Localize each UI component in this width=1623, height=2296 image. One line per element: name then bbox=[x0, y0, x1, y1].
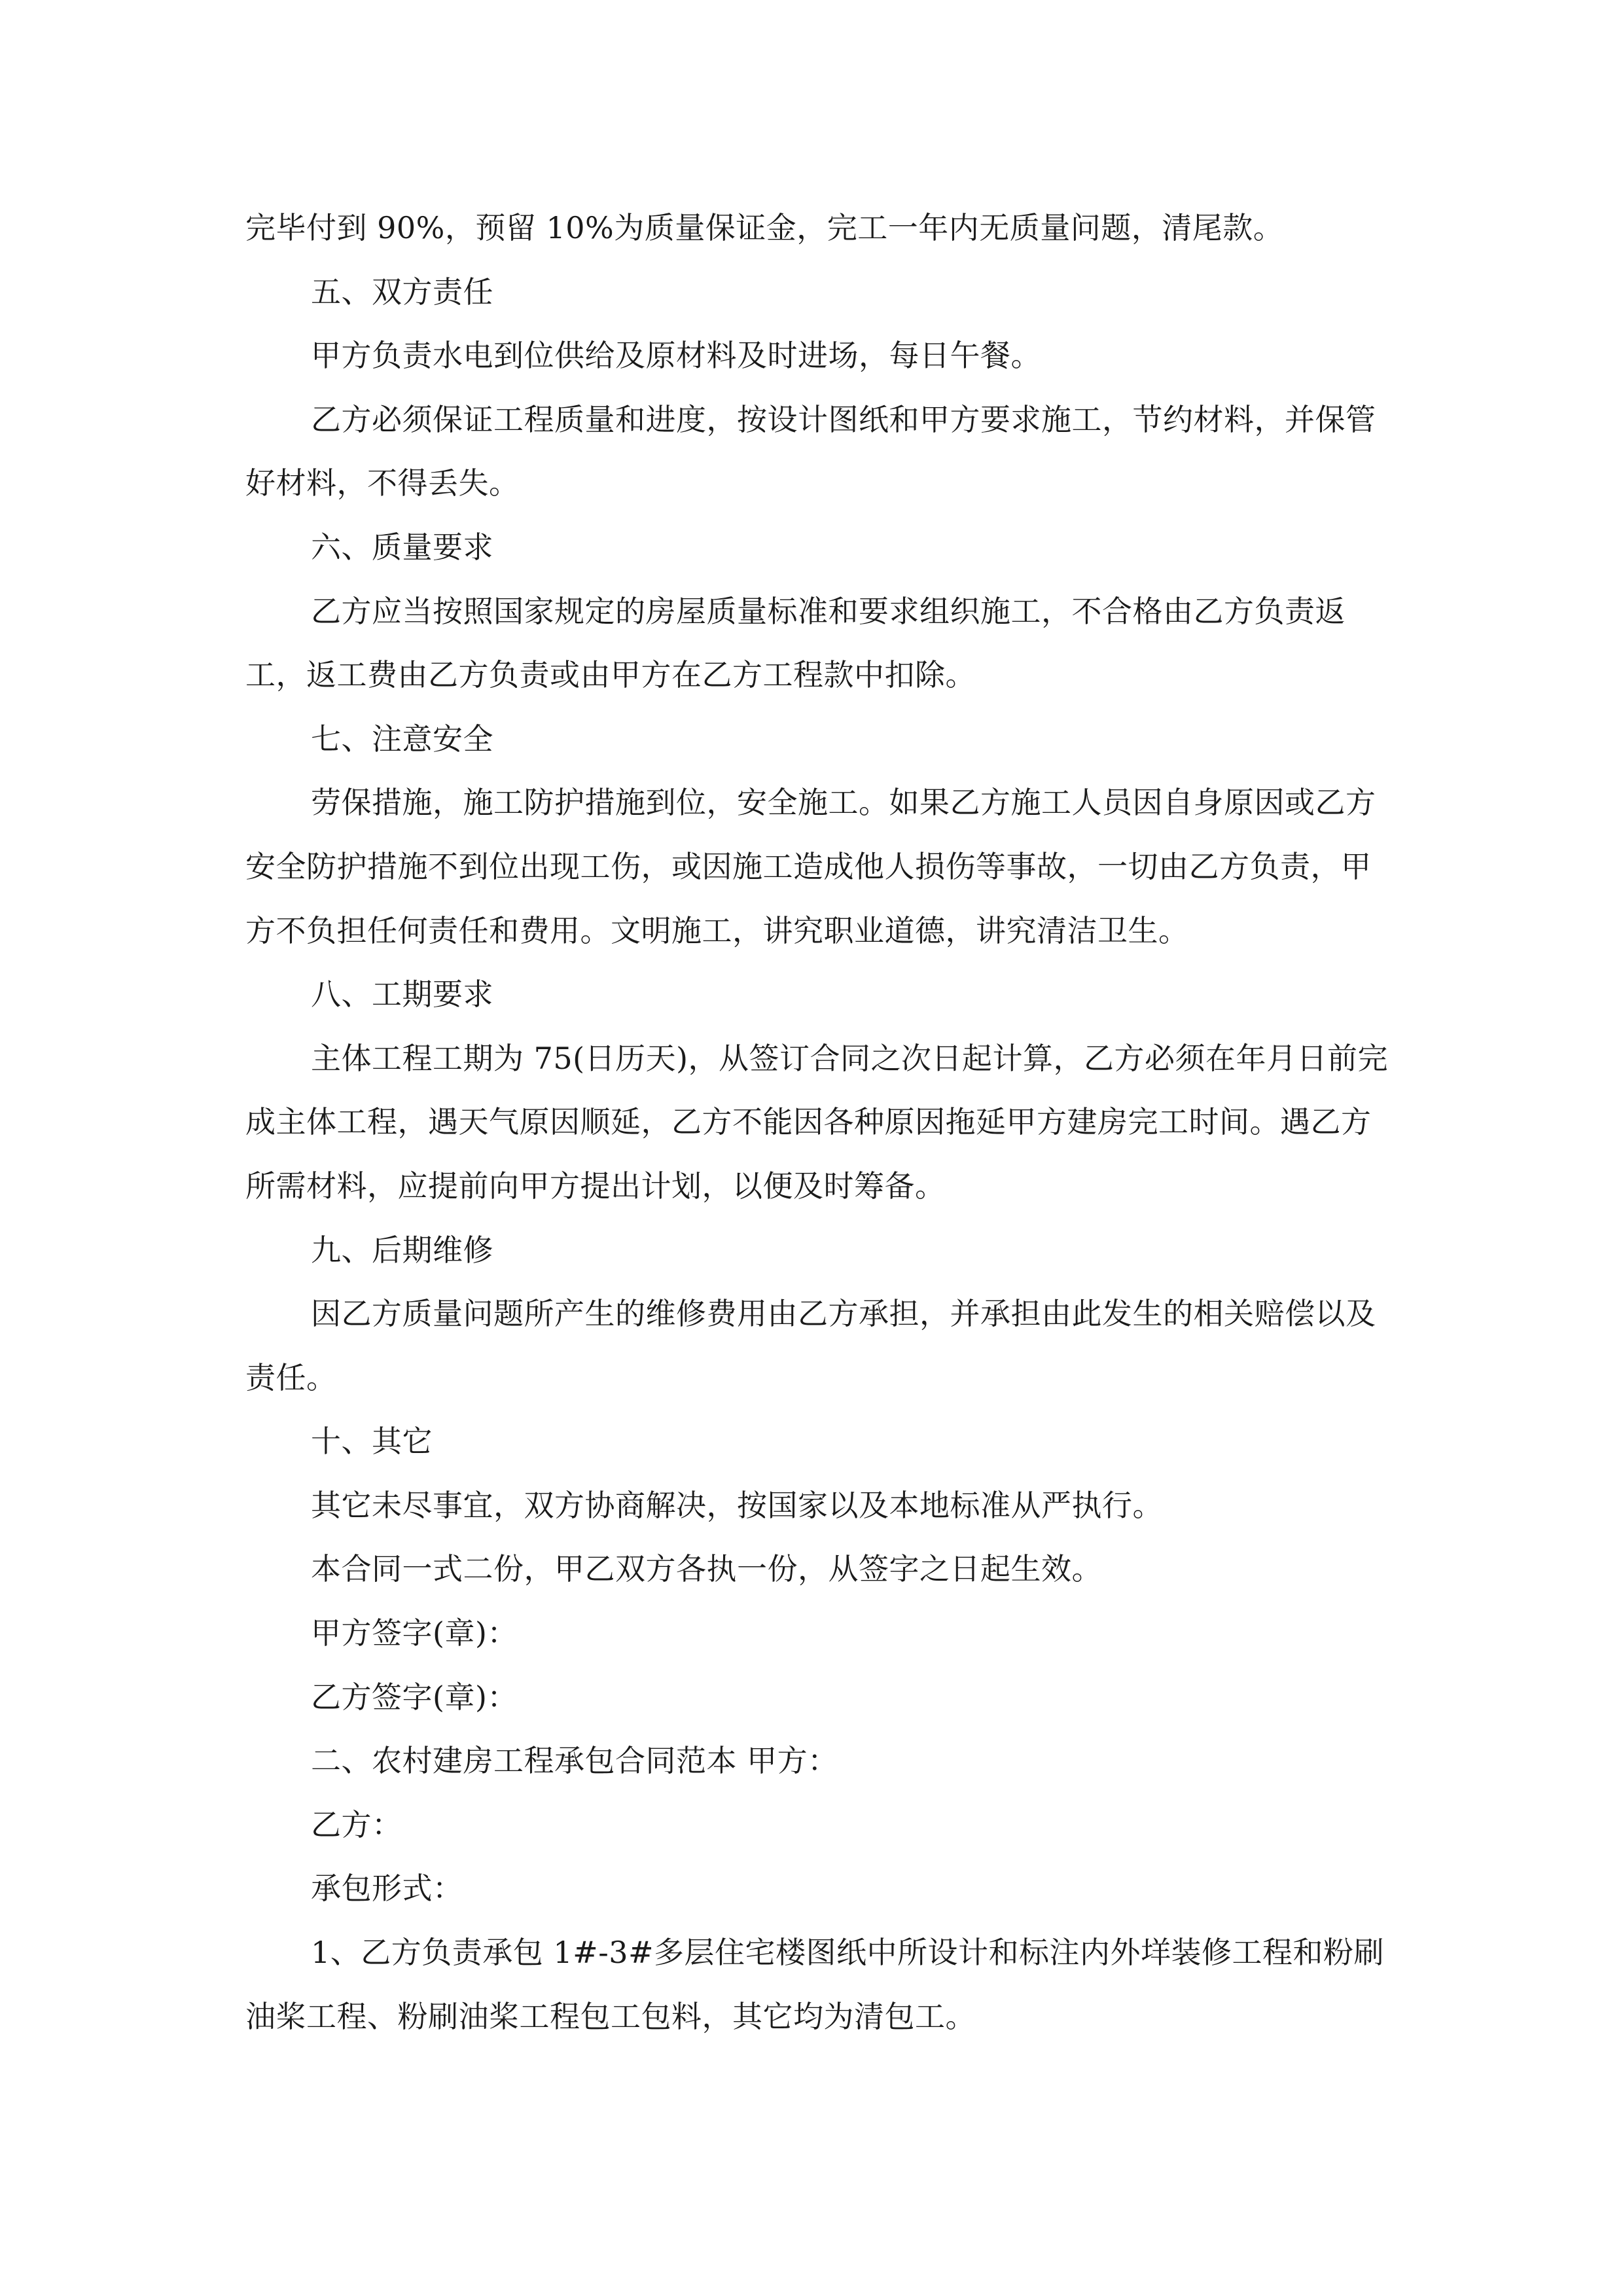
paragraph-party-b-label: 乙方： bbox=[311, 1806, 402, 1842]
paragraph-copies: 本合同一式二份，甲乙双方各执一份，从签字之日起生效。 bbox=[311, 1551, 1102, 1587]
paragraph-maintenance: 因乙方质量问题所产生的维修费用由乙方承担，并承担由此发生的相关赔偿以及责任。 bbox=[245, 1296, 1376, 1395]
document-body bbox=[245, 196, 1391, 2049]
paragraph-schedule: 主体工程工期为 75(日历天)，从签订合同之次日起计算，乙方必须在年月日前完成主体工程，遇天气原因顺延，乙方不能因各种原因拖延甲方建房完工时间。遇乙方所需材料，应提前向甲方提出计划，以便及时筹备。 bbox=[245, 1040, 1389, 1204]
paragraph-contract-form: 承包形式： bbox=[311, 1871, 463, 1907]
paragraph-payment-terms: 完毕付到 90%，预留 10%为质量保证金，完工一年内无质量问题，清尾款。 bbox=[245, 210, 1284, 245]
paragraph-party-b-duty: 乙方必须保证工程质量和进度，按设计图纸和甲方要求施工，节约材料，并保管好材料，不得丢失。 bbox=[245, 401, 1376, 501]
heading-section-7: 七、注意安全 bbox=[311, 721, 493, 757]
heading-contract-template-2: 二、农村建房工程承包合同范本 甲方： bbox=[311, 1743, 838, 1779]
paragraph-scope-item-1: 1、乙方负责承包 1#-3#多层住宅楼图纸中所设计和标注内外垟装修工程和粉刷油桨工程、粉刷油桨工程包工包料，其它均为清包工。 bbox=[245, 1935, 1385, 2034]
paragraph-other-matters: 其它未尽事宜，双方协商解决，按国家以及本地标准从严执行。 bbox=[311, 1487, 1163, 1523]
heading-section-9: 九、后期维修 bbox=[311, 1232, 493, 1268]
signature-party-a: 甲方签字(章)： bbox=[311, 1615, 518, 1651]
heading-section-10: 十、其它 bbox=[311, 1424, 433, 1460]
paragraph-party-a-duty: 甲方负责水电到位供给及原材料及时进场，每日午餐。 bbox=[311, 338, 1041, 374]
signature-party-b: 乙方签字(章)： bbox=[311, 1679, 518, 1715]
heading-section-8: 八、工期要求 bbox=[311, 977, 493, 1013]
heading-section-6: 六、质量要求 bbox=[311, 529, 493, 565]
paragraph-quality: 乙方应当按照国家规定的房屋质量标准和要求组织施工，不合格由乙方负责返工，返工费由乙方负责或由甲方在乙方工程款中扣除。 bbox=[245, 593, 1346, 693]
paragraph-safety: 劳保措施，施工防护措施到位，安全施工。如果乙方施工人员因自身原因或乙方安全防护措施不到位出现工伤，或因施工造成他人损伤等事故，一切由乙方负责，甲方不负担任何责任和费用。文明施工，讲究职业道德，讲究清洁卫生。 bbox=[245, 785, 1376, 948]
heading-section-5: 五、双方责任 bbox=[311, 274, 493, 310]
